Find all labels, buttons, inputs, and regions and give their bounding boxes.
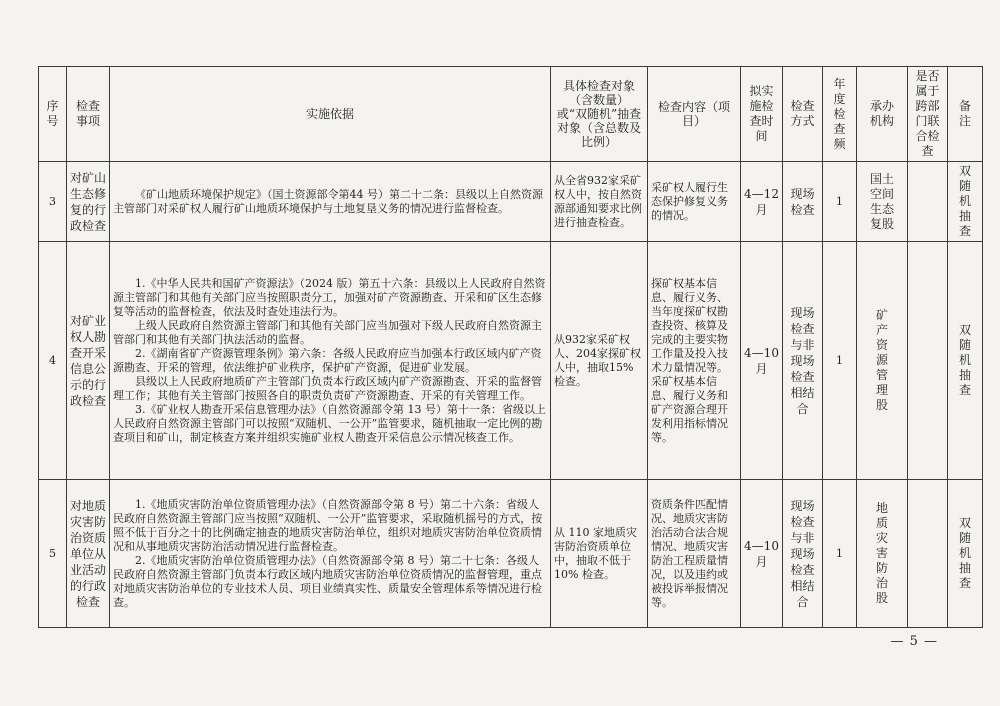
- cell-seq: 3: [39, 162, 67, 242]
- cell-joint: [908, 242, 948, 480]
- cell-time: 4—10月: [741, 242, 783, 480]
- cell-method: 现场检查与非现场检查相结合: [783, 480, 823, 628]
- inspection-plan-table: [38, 66, 983, 628]
- table-row: [39, 242, 983, 480]
- cell-method: 现场检查: [783, 162, 823, 242]
- basis-paragraph: 2.《地质灾害防治单位资质管理办法》（自然资源部令第 8 号）第二十七条：各级人民政府自然资源主管部门负责本行政区域内地质灾害防治单位资质情况的监督管理，重点对地质灾害防治单位的专业技术人员、项目业绩真实性、质量安全管理体系等情况进行检查。: [113, 553, 542, 609]
- cell-content: 采矿权人履行生态保护修复义务的情况。: [648, 162, 741, 242]
- page-number: — 5 —: [890, 634, 938, 649]
- basis-paragraph: 上级人民政府自然资源主管部门和其他有关部门应当加强对下级人民政府自然资源主管部门和其他有关部门执法活动的监督。: [113, 318, 542, 346]
- cell-freq: 1: [823, 162, 857, 242]
- basis-paragraph: 县级以上人民政府地质矿产主管部门负责本行政区域内矿产资源勘查、开采的监督管理工作；其他有关主管部门按照各自的职责负责矿产资源勘查、开采的有关管理工作。: [113, 374, 542, 402]
- header-content: 检查内容（项目）: [648, 67, 741, 162]
- header-basis: 实施依据: [110, 67, 551, 162]
- header-note: 备注: [948, 67, 983, 162]
- cell-method: 现场检查与非现场检查相结合: [783, 242, 823, 480]
- basis-paragraph: 2.《湖南省矿产资源管理条例》第六条：各级人民政府应当加强本行政区域内矿产资源勘查、开采的管理，依法维护矿业秩序，保护矿产资源，促进矿业发展。: [113, 346, 542, 374]
- header-row: [39, 67, 983, 162]
- cell-basis: [110, 242, 551, 480]
- basis-paragraph: 1.《地质灾害防治单位资质管理办法》（自然资源部令第 8 号）第二十六条：省级人民政府自然资源主管部门应当按照“双随机、一公开”监管要求，采取随机摇号的方式，按照不低于百分之十的比例确定抽查的地质灾害防治单位，组织对地质灾害防治单位资质情况和从事地质灾害防治活动情况进行监督检查。: [113, 497, 543, 553]
- cell-object: 从932家采矿权人、204家探矿权人中，抽取15%检查。: [551, 242, 648, 480]
- cell-note: 双随机抽查: [948, 242, 983, 480]
- cell-freq: 1: [823, 242, 857, 480]
- cell-dept: 矿产资源管理股: [857, 242, 908, 480]
- basis-paragraph: 1.《中华人民共和国矿产资源法》（2024 版）第五十六条：县级以上人民政府自然资源主管部门和其他有关部门应当按照职责分工，加强对矿产资源勘查、开采和矿区生态修复等活动的监督检查，依法及时查处违法行为。: [113, 276, 546, 318]
- cell-note: 双随机抽查: [948, 162, 983, 242]
- basis-paragraph: 《矿山地质环境保护规定》（国土资源部令第44 号）第二十二条：县级以上自然资源主管部门对采矿权人履行矿山地质环境保护与土地复垦义务的情况进行监督检查。: [113, 187, 543, 215]
- cell-object: 从 110 家地质灾害防治资质单位中，抽取不低于 10% 检查。: [551, 480, 648, 628]
- cell-content: 探矿权基本信息、履行义务、当年度探矿权勘查投资、核算及完成的主要实物工作量及投入技术力量情况等。采矿权基本信息、履行义务和矿产资源合理开发利用指标情况等。: [648, 242, 741, 480]
- cell-freq: 1: [823, 480, 857, 628]
- cell-object: 从全省932家采矿权人中，按自然资源部通知要求比例进行抽查检查。: [551, 162, 648, 242]
- cell-content: 资质条件匹配情况、地质灾害防治活动合法合规情况、地质灾害防治工程质量情况，以及违约或被投诉举报情况等。: [648, 480, 741, 628]
- table-row: [39, 480, 983, 628]
- header-item: 检查事项: [67, 67, 110, 162]
- cell-time: 4—10月: [741, 480, 783, 628]
- cell-dept: 国土空间生态复股: [857, 162, 908, 242]
- header-time: 拟实施检查时间: [741, 67, 783, 162]
- header-method: 检查方式: [783, 67, 823, 162]
- cell-item: 对矿山生态修复的行政检查: [67, 162, 110, 242]
- basis-paragraph: 3.《矿业权人勘查开采信息管理办法》（自然资源部令第 13 号）第十一条：省级以上人民政府自然资源主管部门可以按照“双随机、一公开”监管要求，随机抽取一定比例的勘查项目和矿山，制定核查方案并组织实施矿业权人勘查开采信息公示情况核查工作。: [113, 402, 546, 444]
- cell-seq: 4: [39, 242, 67, 480]
- cell-joint: [908, 480, 948, 628]
- table-row: [39, 162, 983, 242]
- header-dept: 承办机构: [857, 67, 908, 162]
- cell-note: 双随机抽查: [948, 480, 983, 628]
- header-joint: 是否属于跨部门联合检查: [908, 67, 948, 162]
- header-seq: 序号: [39, 67, 67, 162]
- cell-dept: 地质灾害防治股: [857, 480, 908, 628]
- cell-joint: [908, 162, 948, 242]
- header-object: 具体检查对象（含数量）或“双随机”抽查对象（含总数及比例）: [551, 67, 648, 162]
- cell-time: 4—12月: [741, 162, 783, 242]
- cell-basis: [110, 480, 551, 628]
- cell-basis: [110, 162, 551, 242]
- cell-item: 对地质灾害防治资质单位从业活动的行政检查: [67, 480, 110, 628]
- cell-item: 对矿业权人勘查开采信息公示的行政检查: [67, 242, 110, 480]
- cell-seq: 5: [39, 480, 67, 628]
- header-freq: 年度检查频: [823, 67, 857, 162]
